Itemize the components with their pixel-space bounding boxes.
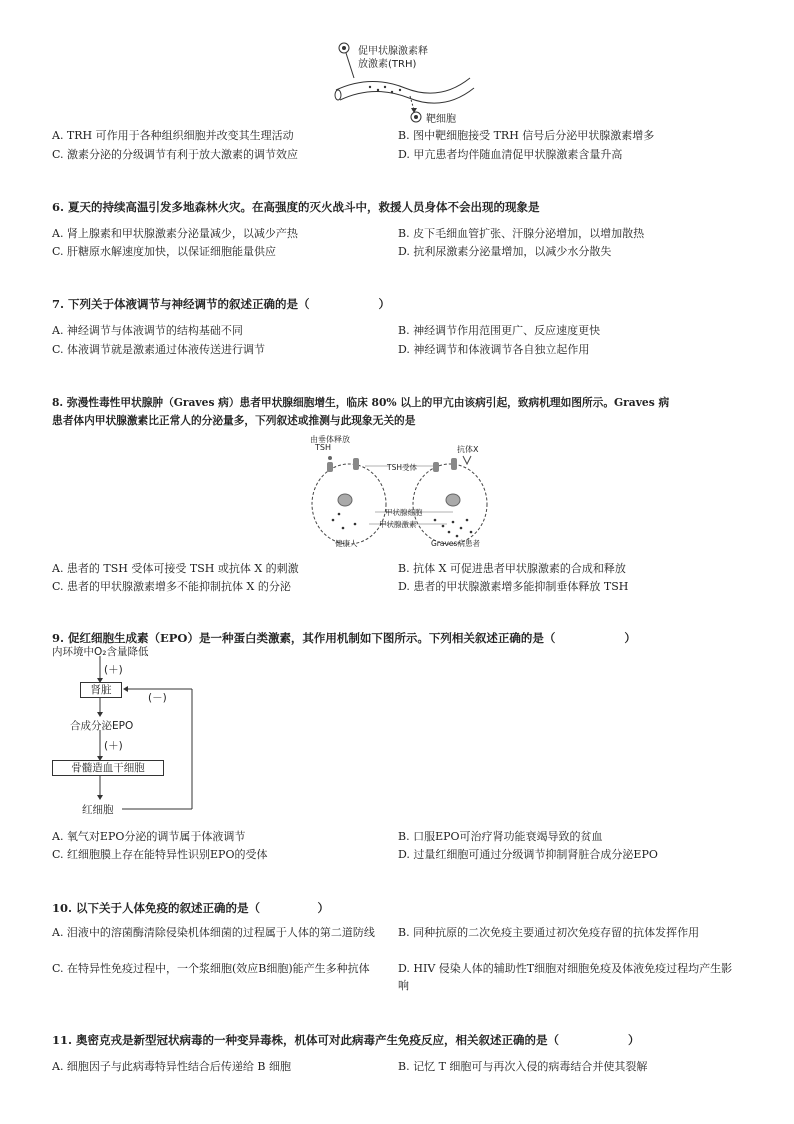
epo-figure xyxy=(52,644,212,820)
q8-stem-line2: 患者体内甲状腺激素比正常人的分泌量多，下列叙述或推测与此现象无关的是 xyxy=(52,414,416,427)
epo-rbc-label: 红细胞 xyxy=(82,804,114,816)
q6-stem: 6. 夏天的持续高温引发多地森林火灾。在高强度的灭火战斗中，救援人员身体不会出现的现象是 xyxy=(52,200,540,214)
q6-option-a[interactable]: A. 肾上腺素和甲状腺激素分泌量减少，以减少产热 xyxy=(52,227,298,240)
trh-label-1: 促甲状腺激素释 xyxy=(358,46,428,57)
epo-secrete-label: 合成分泌EPO xyxy=(70,720,134,732)
q5-option-a[interactable]: A. TRH 可作用于各种组织细胞并改变其生理活动 xyxy=(52,129,294,142)
q10-option-d[interactable]: D. HIV 侵染人体的辅助性T细胞对细胞免疫及体液免疫过程均产生影响 xyxy=(398,962,733,992)
q8-option-b[interactable]: B. 抗体 X 可促进患者甲状腺激素的合成和释放 xyxy=(398,562,626,575)
q11-option-a[interactable]: A. 细胞因子与此病毒特异性结合后传递给 B 细胞 xyxy=(52,1060,292,1073)
fig-pituitary-label: 由垂体释放 xyxy=(310,435,350,444)
q7-option-d[interactable]: D. 神经调节和体液调节各自独立起作用 xyxy=(398,343,590,356)
q7-option-a[interactable]: A. 神经调节与体液调节的结构基础不同 xyxy=(52,324,243,337)
trh-figure xyxy=(330,38,480,124)
fig-graves-label: Graves病患者 xyxy=(431,539,480,548)
q11-stem: 11. 奥密克戎是新型冠状病毒的一种变异毒株，机体可对此病毒产生免疫反应，相关叙述正确的是（ ） xyxy=(52,1033,640,1047)
q9-option-d[interactable]: D. 过量红细胞可通过分级调节抑制肾脏合成分泌EPO xyxy=(398,848,658,861)
q8-option-a[interactable]: A. 患者的 TSH 受体可接受 TSH 或抗体 X 的刺激 xyxy=(52,562,299,575)
epo-plus-2: (＋) xyxy=(104,740,123,752)
epo-top-label: 内环境中O₂含量降低 xyxy=(52,646,149,658)
fig-receptor-label: TSH受体 xyxy=(387,463,417,472)
q8-option-c[interactable]: C. 患者的甲状腺激素增多不能抑制抗体 X 的分泌 xyxy=(52,580,291,593)
epo-plus-1: (＋) xyxy=(104,664,123,676)
q9-option-c[interactable]: C. 红细胞膜上存在能特异性识别EPO的受体 xyxy=(52,848,268,861)
q9-stem: 9. 促红细胞生成素（EPO）是一种蛋白类激素，其作用机制如下图所示。下列相关叙述正确的是（ ） xyxy=(52,631,636,645)
q11-option-b[interactable]: B. 记忆 T 细胞可与再次入侵的病毒结合并使其裂解 xyxy=(398,1060,648,1073)
q10-option-a[interactable]: A. 泪液中的溶菌酶清除侵染机体细菌的过程属于人体的第二道防线 xyxy=(52,926,375,939)
graves-figure xyxy=(305,434,495,552)
q7-option-c[interactable]: C. 体液调节就是激素通过体液传送进行调节 xyxy=(52,343,266,356)
trh-label-2: 放激素(TRH) xyxy=(358,59,417,70)
epo-minus: (－) xyxy=(148,692,167,704)
q7-option-b[interactable]: B. 神经调节作用范围更广、反应速度更快 xyxy=(398,324,601,337)
trh-target-label: 靶细胞 xyxy=(426,114,456,125)
q9-option-b[interactable]: B. 口服EPO可治疗肾功能衰竭导致的贫血 xyxy=(398,830,603,843)
fig-normal-label: 健康人 xyxy=(335,539,358,548)
fig-cell-label: 甲状腺细胞 xyxy=(385,508,423,517)
q8-stem-line1: 8. 弥漫性毒性甲状腺肿（Graves 病）患者甲状腺细胞增生，临床 80% 以上的甲亢由该病引起，致病机理如图所示。Graves 病 xyxy=(52,396,670,409)
q10-stem: 10. 以下关于人体免疫的叙述正确的是（ ） xyxy=(52,901,330,915)
epo-kidney-box: 肾脏 xyxy=(80,682,122,698)
fig-hormone-label: 甲状腺激素 xyxy=(379,520,417,529)
fig-tsh-label: TSH xyxy=(315,443,331,452)
q8-option-d[interactable]: D. 患者的甲状腺激素增多能抑制垂体释放 TSH xyxy=(398,580,629,593)
epo-marrow-box: 骨髓造血干细胞 xyxy=(52,760,164,776)
fig-antibody-label: 抗体X xyxy=(457,445,479,454)
q5-option-d[interactable]: D. 甲亢患者均伴随血清促甲状腺激素含量升高 xyxy=(398,148,623,161)
q6-option-b[interactable]: B. 皮下毛细血管扩张、汗腺分泌增加，以增加散热 xyxy=(398,227,645,240)
q9-option-a[interactable]: A. 氧气对EPO分泌的调节属于体液调节 xyxy=(52,830,246,843)
q6-option-d[interactable]: D. 抗利尿激素分泌量增加，以减少水分散失 xyxy=(398,245,612,258)
q10-option-c[interactable]: C. 在特异性免疫过程中，一个浆细胞(效应B细胞)能产生多种抗体 xyxy=(52,962,370,975)
q6-option-c[interactable]: C. 肝糖原水解速度加快，以保证细胞能量供应 xyxy=(52,245,277,258)
q5-option-c[interactable]: C. 激素分泌的分级调节有利于放大激素的调节效应 xyxy=(52,148,299,161)
q5-option-b[interactable]: B. 图中靶细胞接受 TRH 信号后分泌甲状腺激素增多 xyxy=(398,129,655,142)
q7-stem: 7. 下列关于体液调节与神经调节的叙述正确的是（ ） xyxy=(52,297,391,311)
q10-option-b[interactable]: B. 同种抗原的二次免疫主要通过初次免疫存留的抗体发挥作用 xyxy=(398,926,700,939)
